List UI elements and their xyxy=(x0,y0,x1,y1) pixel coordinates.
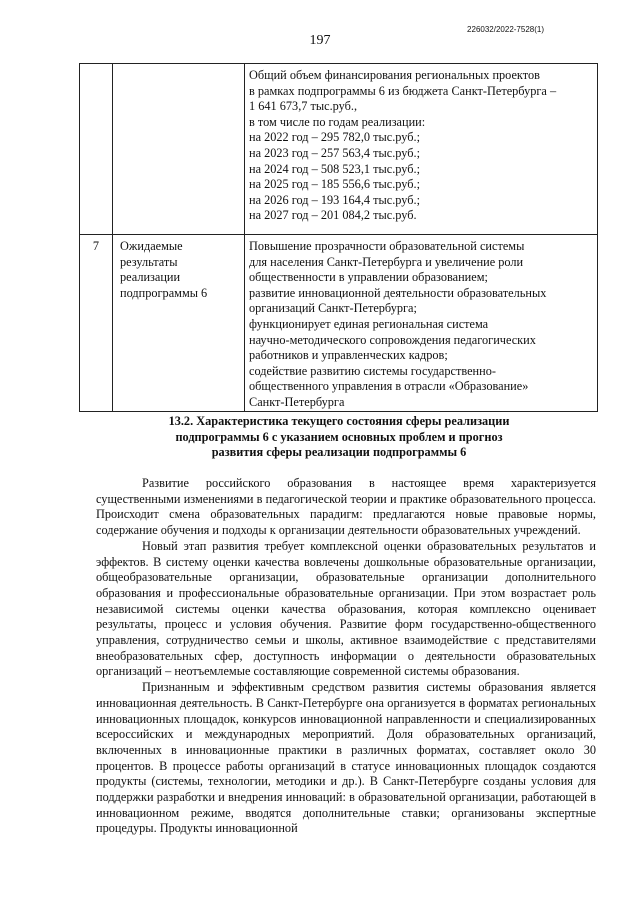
label-line: реализации xyxy=(120,270,181,285)
cell-label-empty xyxy=(113,64,245,235)
cell-results-label xyxy=(113,235,245,412)
text-line: Санкт-Петербурга xyxy=(249,394,345,409)
text-line: на 2027 год – 201 084,2 тыс.руб. xyxy=(249,208,417,223)
text-line: 1 641 673,7 тыс.руб., xyxy=(249,99,358,114)
table-row-financing xyxy=(80,64,598,235)
passport-table xyxy=(79,63,598,412)
heading-line: развития сферы реализации подпрограммы 6 xyxy=(211,445,467,460)
paragraph: Развитие российского образования в настоящее время характеризуется существенными изменениями в педагогической теории и практике образовательного процесса. Происходит смена образовательных парадигм: предлагаются новые правовые нормы, содержание обучения и подходы к организации деятельности образовательных учреждений. xyxy=(96,476,596,538)
text-line: на 2026 год – 193 164,4 тыс.руб.; xyxy=(249,192,421,207)
text-line: содействие развитию системы государственно- xyxy=(249,363,496,378)
section-heading xyxy=(80,414,598,461)
cell-financing-text xyxy=(245,64,598,235)
text-line: в рамках подпрограммы 6 из бюджета Санкт-Петербурга – xyxy=(249,83,557,98)
paragraph: Признанным и эффективным средством развития системы образования является инновационная деятельность. В Санкт-Петербурге она организуется в форматах региональных инновационных площадок, конкурсов инновационной направленности и специализированных всероссийских и международных мероприятий. Доля образовательных организаций, включенных в инновационные практики в различных форматах, составляет около 30 процентов. В процессе работы организаций в статусе инновационных площадок создаются продукты (системы, технологии, методики и др.). В Санкт-Петербурге созданы условия для поддержки разработки и внедрения инноваций: в образовательной организации, работающей в инновационном режиме, вводятся дополнительные ставки; организованы экспертные процедуры. Продукты инновационной xyxy=(96,680,596,836)
cell-results-text xyxy=(245,235,598,412)
heading-line: подпрограммы 6 с указанием основных проблем и прогноз xyxy=(175,429,503,444)
table-row-results xyxy=(80,235,598,412)
text-line: в том числе по годам реализации: xyxy=(249,114,426,129)
label-line: подпрограммы 6 xyxy=(120,285,208,300)
text-line: научно-методического сопровождения педагогических xyxy=(249,332,536,347)
paragraph: Новый этап развития требует комплексной оценки образовательных результатов и эффектов. В систему оценки качества вовлечены дошкольные образовательные организации, общеобразовательные организации, образовательные организации дополнительного образования и профессиональные образовательные организации. При этом возрастает роль независимой системы оценки качества образования, которая комплексно оценивает результаты, процесс и условия обучения. Развитие форм государственно-общественного управления, сотрудничество семьи и школы, активное взаимодействие с представителями внеобразовательных сфер, доступность информации о деятельности образовательных организаций – неотъемлемые составляющие современной системы образования. xyxy=(96,538,596,679)
text-line: на 2025 год – 185 556,6 тыс.руб.; xyxy=(249,177,421,192)
page-number: 197 xyxy=(309,33,331,48)
text-line: работников и управленческих кадров; xyxy=(249,348,448,363)
text-line: для населения Санкт-Петербурга и увеличение роли xyxy=(249,254,524,269)
cell-number-empty xyxy=(80,64,113,235)
text-line: функционирует единая региональная система xyxy=(249,316,489,331)
text-line: общественности в управлении образованием; xyxy=(249,270,488,285)
heading-line: 13.2. Характеристика текущего состояния сферы реализации xyxy=(168,414,510,428)
text-line: развитие инновационной деятельности образовательных xyxy=(249,285,547,300)
label-line: Ожидаемые xyxy=(120,239,183,253)
text-line: Общий объем финансирования региональных проектов xyxy=(249,68,540,82)
document-id: 226032/2022-7528(1) xyxy=(467,25,544,34)
text-line: на 2023 год – 257 563,4 тыс.руб.; xyxy=(249,145,421,160)
section-body xyxy=(96,476,596,837)
text-line: на 2022 год – 295 782,0 тыс.руб.; xyxy=(249,130,421,145)
row-number: 7 xyxy=(80,235,113,412)
label-line: результаты xyxy=(120,254,178,269)
text-line: на 2024 год – 508 523,1 тыс.руб.; xyxy=(249,161,421,176)
text-line: организаций Санкт-Петербурга; xyxy=(249,301,417,316)
text-line: Повышение прозрачности образовательной системы xyxy=(249,239,525,253)
text-line: общественного управления в отрасли «Образование» xyxy=(249,379,529,394)
